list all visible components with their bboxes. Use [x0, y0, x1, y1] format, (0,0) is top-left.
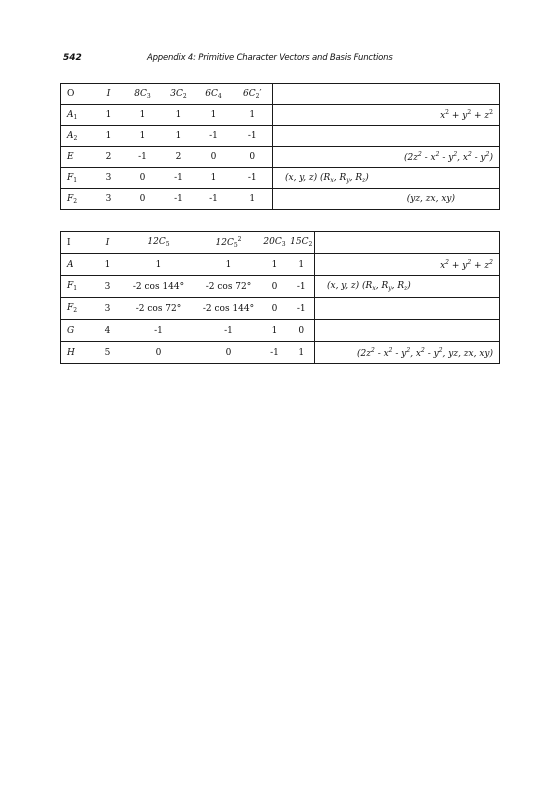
character-cell: 1: [123, 126, 163, 147]
class-header: $20C_3$: [261, 232, 289, 254]
character-cell: 1: [195, 105, 233, 126]
irrep-label: $A_2$: [61, 126, 95, 147]
character-cell: 3: [95, 298, 121, 320]
irrep-label: E: [61, 147, 95, 168]
character-cell: 1: [261, 320, 289, 342]
character-cell: -2 cos 144°: [121, 276, 197, 298]
character-cell: 1: [289, 254, 315, 276]
irrep-label: $F_2$: [61, 189, 95, 210]
table-row: [61, 189, 500, 210]
class-header: $3C_2$: [163, 84, 195, 105]
table-row: [61, 254, 500, 276]
character-cell: -1: [233, 168, 273, 189]
character-cell: 1: [123, 105, 163, 126]
character-cell: 1: [233, 105, 273, 126]
basis-functions: ($2z^2 - x^2 - y^2$, $x^2 - y^2$, yz, zx, xy): [315, 342, 500, 364]
character-cell: -1: [123, 147, 163, 168]
basis-functions: [315, 298, 500, 320]
basis-functions: (x, y, z) ($R_x$, $R_y$, $R_z$): [273, 168, 500, 189]
character-cell: -1: [233, 126, 273, 147]
basis-functions: ($2z^2 - x^2 - y^2$, $x^2 - y^2$): [273, 147, 500, 168]
table-row: [61, 126, 500, 147]
character-cell: 0: [123, 189, 163, 210]
page-header-title: Appendix 4: Primitive Character Vectors and Basis Functions: [147, 53, 393, 63]
character-cell: 0: [121, 342, 197, 364]
character-cell: 3: [95, 189, 123, 210]
irrep-label: $A_1$: [61, 105, 95, 126]
table-row: [61, 320, 500, 342]
character-cell: -1: [121, 320, 197, 342]
character-cell: 1: [233, 189, 273, 210]
character-cell: -2 cos 72°: [197, 276, 261, 298]
class-header: $12C_5$: [121, 232, 197, 254]
class-header: $6C_4$: [195, 84, 233, 105]
character-cell: -1: [195, 189, 233, 210]
character-cell: 1: [95, 105, 123, 126]
character-cell: -1: [163, 189, 195, 210]
character-cell: -1: [195, 126, 233, 147]
character-cell: 1: [289, 342, 315, 364]
character-cell: -1: [163, 168, 195, 189]
character-cell: 1: [95, 126, 123, 147]
character-cell: 1: [163, 105, 195, 126]
group-label: O: [61, 84, 95, 105]
character-cell: -1: [197, 320, 261, 342]
character-table-o: [60, 83, 500, 210]
character-cell: 0: [195, 147, 233, 168]
class-header: $15C_2$: [289, 232, 315, 254]
character-cell: 0: [233, 147, 273, 168]
character-cell: -1: [261, 342, 289, 364]
running-head: [60, 53, 500, 67]
irrep-label: $F_1$: [61, 168, 95, 189]
character-cell: 1: [121, 254, 197, 276]
character-cell: 0: [289, 320, 315, 342]
table-row: [61, 342, 500, 364]
class-header: I: [95, 84, 123, 105]
character-cell: 4: [95, 320, 121, 342]
basis-header: [315, 232, 500, 254]
character-cell: -1: [289, 298, 315, 320]
character-cell: 0: [261, 298, 289, 320]
character-cell: -2 cos 72°: [121, 298, 197, 320]
character-cell: 0: [197, 342, 261, 364]
basis-functions: (x, y, z) ($R_x$, $R_y$, $R_z$): [315, 276, 500, 298]
character-cell: 0: [123, 168, 163, 189]
character-cell: 1: [195, 168, 233, 189]
character-cell: 1: [95, 254, 121, 276]
character-cell: 0: [261, 276, 289, 298]
irrep-label: $F_1$: [61, 276, 95, 298]
basis-functions: (yz, zx, xy): [273, 189, 500, 210]
basis-functions: [273, 126, 500, 147]
page-number: 542: [63, 53, 82, 63]
basis-functions: $x^2 + y^2 + z^2$: [273, 105, 500, 126]
irrep-label: H: [61, 342, 95, 364]
basis-functions: $x^2 + y^2 + z^2$: [315, 254, 500, 276]
class-header: $8C_3$: [123, 84, 163, 105]
basis-functions: [315, 320, 500, 342]
table-row: [61, 168, 500, 189]
irrep-label: G: [61, 320, 95, 342]
character-cell: 3: [95, 168, 123, 189]
irrep-label: $F_2$: [61, 298, 95, 320]
character-cell: 2: [95, 147, 123, 168]
character-cell: 1: [163, 126, 195, 147]
table-header-row: [61, 232, 500, 254]
character-cell: 2: [163, 147, 195, 168]
character-cell: 3: [95, 276, 121, 298]
character-cell: -2 cos 144°: [197, 298, 261, 320]
table-header-row: [61, 84, 500, 105]
class-header: I: [95, 232, 121, 254]
group-label: I: [61, 232, 95, 254]
character-cell: 1: [197, 254, 261, 276]
basis-header: [273, 84, 500, 105]
class-header: $6C_2'$: [233, 84, 273, 105]
character-table-i: [60, 231, 500, 364]
table-row: [61, 298, 500, 320]
character-cell: 5: [95, 342, 121, 364]
irrep-label: A: [61, 254, 95, 276]
character-cell: -1: [289, 276, 315, 298]
table-row: [61, 276, 500, 298]
table-row: [61, 147, 500, 168]
class-header: $12C_5^2$: [197, 232, 261, 254]
table-row: [61, 105, 500, 126]
character-cell: 1: [261, 254, 289, 276]
